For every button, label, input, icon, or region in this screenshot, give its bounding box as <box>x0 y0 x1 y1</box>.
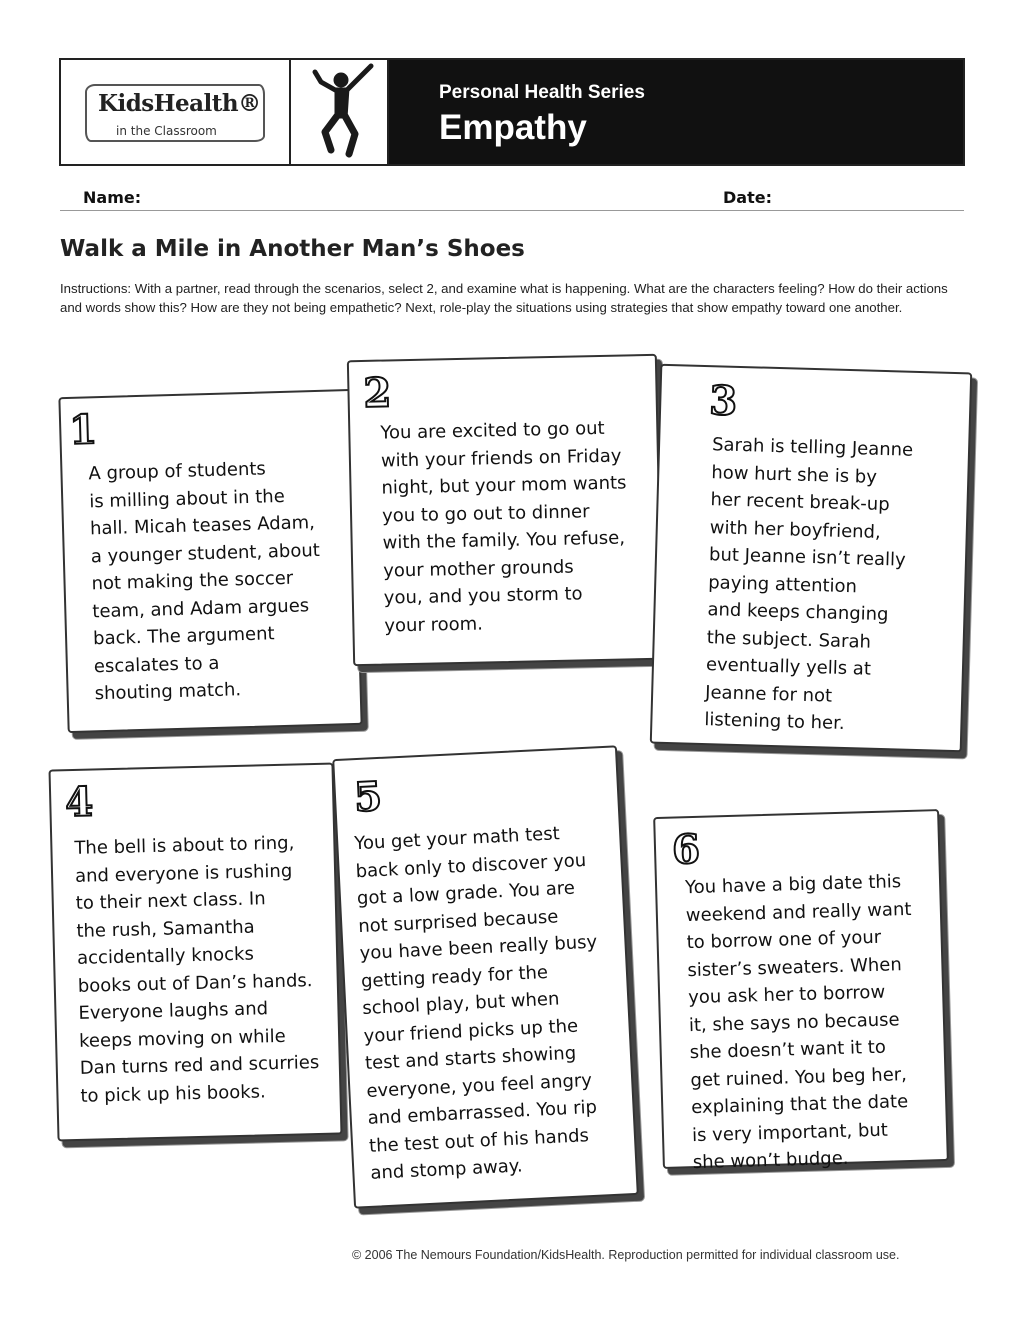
instructions-text: Instructions: With a partner, read through the scenarios, select 2, and examine what is happening. What are the characters feeling? How do their actions and words show this? How are they not being empathetic? Next, role-play the situations using strategies that show empathy toward one another. <box>60 281 948 315</box>
scenario-number: 1 <box>68 406 95 454</box>
kidshealth-logo: KidsHealth® <box>98 90 261 117</box>
scenario-number: 5 <box>352 773 381 822</box>
scenario-text: You get your math test back only to discover you got a low grade. You are not surprised because you have been really busy getting ready for the school play, but when your friend picks up the test and starts showing everyone, you feel angry and embarrassed. You rip the test out of his hands and stomp away. <box>353 823 598 1184</box>
name-label: Name: <box>83 188 142 207</box>
header-banner <box>59 58 965 166</box>
logo-subtitle: in the Classroom <box>116 124 217 138</box>
date-label: Date: <box>723 188 772 207</box>
scenario-text: You are excited to go out with your friends on Friday night, but your mom wants you to go out to dinner with the family. You refuse, your mother grounds you, and you storm to your room. <box>380 417 627 637</box>
scenario-card-5 <box>332 745 639 1208</box>
title-panel <box>389 60 963 164</box>
scenario-card-1 <box>58 389 362 733</box>
scenario-text: You have a big date this weekend and really want to borrow one of your sister’s sweaters. When you ask her to borrow it, she says no because she doesn’t want it to get ruined. You beg her, explaining that the date is very important, but she won’t budge. <box>684 871 912 1174</box>
scenario-card-6 <box>653 809 949 1174</box>
name-date-line <box>60 186 964 211</box>
page-title: Empathy <box>439 108 587 147</box>
scenario-card-2 <box>347 354 663 666</box>
scenario-text: The bell is about to ring, and everyone is rushing to their next class. In the rush, Samantha accidentally knocks books out of Dan’s hands. Everyone laughs and keeps moving on while Dan turns red and scurries to pick up his books. <box>74 832 320 1107</box>
scenario-number: 2 <box>363 369 389 417</box>
activity-title: Walk a Mile in Another Man’s Shoes <box>60 236 525 262</box>
jumping-person-icon <box>291 60 387 164</box>
series-label: Personal Health Series <box>439 82 645 103</box>
scenario-number: 4 <box>64 778 91 827</box>
logo-panel <box>61 60 291 164</box>
scenario-card-4 <box>48 763 342 1142</box>
scenario-number: 6 <box>671 825 698 874</box>
scenario-card-3 <box>650 364 972 753</box>
scenario-text: A group of students is milling about in the hall. Micah teases Adam, a younger student, about not making the soccer team, and Adam argues back. The argument escalates to a shouting match. <box>88 458 321 705</box>
jumping-figure-illustration <box>291 60 389 164</box>
scenario-number: 3 <box>708 377 735 425</box>
copyright-footer: © 2006 The Nemours Foundation/KidsHealth. Reproduction permitted for individual classroom use. <box>352 1248 900 1262</box>
scenario-text: Sarah is telling Jeanne how hurt she is by her recent break-up with her boyfriend, but Jeanne isn’t really paying attention and keeps changing the subject. Sarah eventually yells at Jeanne for not listening to her. <box>704 434 914 734</box>
